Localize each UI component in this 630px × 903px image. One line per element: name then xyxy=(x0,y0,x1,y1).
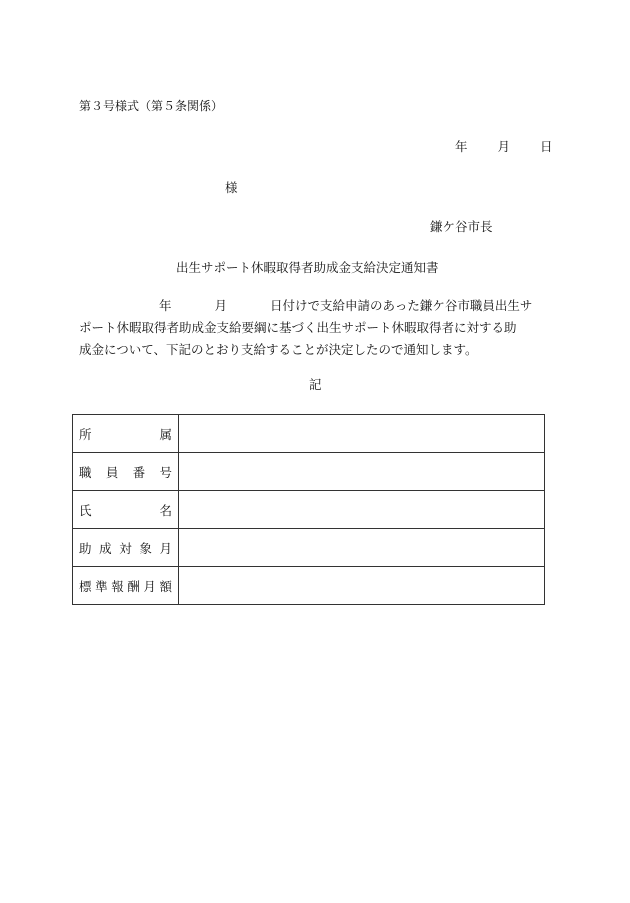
date-line xyxy=(455,137,553,155)
ki-heading: 記 xyxy=(309,377,322,392)
body-line-1-text: 日付けで支給申請のあった鎌ケ谷市職員出生サ xyxy=(270,298,533,313)
row-label-char: 名 xyxy=(159,502,172,518)
row-label-char: 号 xyxy=(159,464,172,480)
body-year-label: 年 xyxy=(159,298,172,313)
row-label-char: 額 xyxy=(159,578,172,594)
row-label xyxy=(79,501,172,519)
row-value-cell[interactable] xyxy=(179,415,545,453)
row-label-char: 氏 xyxy=(79,502,92,518)
body-month-label: 月 xyxy=(214,298,228,313)
document-title: 出生サポート休暇取得者助成金支給決定通知書 xyxy=(176,260,439,275)
row-label-char: 月 xyxy=(159,540,172,556)
row-label-char: 酬 xyxy=(127,578,140,594)
row-label-char: 属 xyxy=(159,426,172,442)
body-line-2: ポート休暇取得者助成金支給要綱に基づく出生サポート休暇取得者に対する助 xyxy=(79,320,517,335)
row-label-cell xyxy=(73,491,179,529)
row-label-cell xyxy=(73,453,179,491)
row-label-cell xyxy=(73,567,179,605)
row-label-char: 報 xyxy=(111,578,124,594)
row-label-char: 月 xyxy=(143,578,156,594)
form-number: 第３号様式（第５条関係） xyxy=(79,99,224,113)
row-label-char: 対 xyxy=(119,540,132,556)
table-row xyxy=(73,415,545,453)
table-row xyxy=(73,491,545,529)
row-label-char: 成 xyxy=(99,540,112,556)
row-label-char: 助 xyxy=(79,540,92,556)
row-label-char: 準 xyxy=(95,578,108,594)
row-label xyxy=(79,577,172,595)
row-value-cell[interactable] xyxy=(179,567,545,605)
notice-body xyxy=(79,295,554,361)
detail-table xyxy=(72,414,545,605)
issuer-name: 鎌ケ谷市長 xyxy=(430,219,493,234)
body-line-1 xyxy=(79,295,554,317)
date-day-label: 日 xyxy=(540,139,553,154)
row-label-cell xyxy=(73,415,179,453)
date-month-label: 月 xyxy=(497,139,511,154)
date-year-label: 年 xyxy=(455,139,468,154)
table-row xyxy=(73,529,545,567)
body-line-3: 成金について、下記のとおり支給することが決定したので通知します。 xyxy=(79,342,478,357)
row-label-char: 職 xyxy=(79,464,92,480)
row-value-cell[interactable] xyxy=(179,529,545,567)
row-label-char: 番 xyxy=(132,464,146,480)
table-row xyxy=(73,567,545,605)
row-label-char: 標 xyxy=(79,578,92,594)
row-label xyxy=(79,425,172,443)
row-label-cell xyxy=(73,529,179,567)
table-row xyxy=(73,453,545,491)
row-label-char: 所 xyxy=(79,426,92,442)
row-value-cell[interactable] xyxy=(179,453,545,491)
addressee-suffix: 様 xyxy=(225,180,238,195)
row-label-char: 象 xyxy=(139,540,152,556)
row-label-char: 員 xyxy=(105,464,119,480)
row-value-cell[interactable] xyxy=(179,491,545,529)
row-label xyxy=(79,539,172,557)
row-label xyxy=(79,463,172,481)
